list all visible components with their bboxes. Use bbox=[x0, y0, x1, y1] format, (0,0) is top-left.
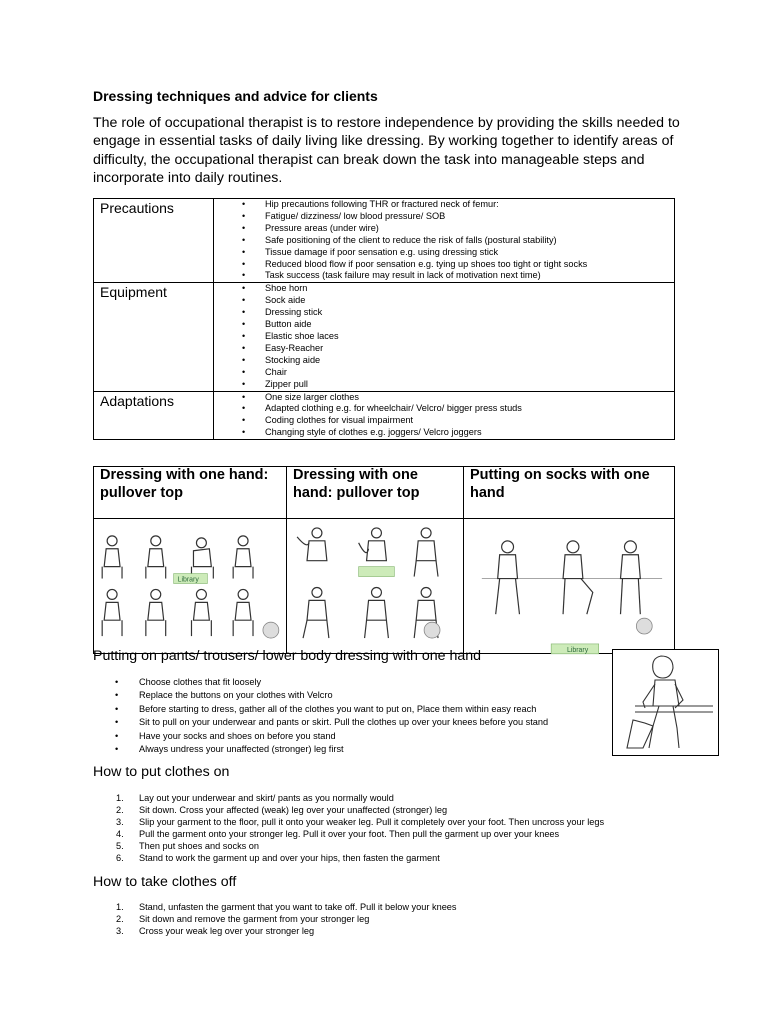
pullover-steps-illustration-2 bbox=[287, 519, 464, 654]
adaptations-list bbox=[214, 392, 674, 440]
list-item: 3. Cross your weak leg over your stronger leg bbox=[116, 925, 315, 936]
pullover-figures-image bbox=[287, 519, 463, 648]
advice-table bbox=[93, 198, 675, 440]
list-item: • Stocking aide bbox=[214, 355, 674, 367]
list-item: • Easy-Reacher bbox=[214, 343, 674, 355]
put-on-heading: How to put clothes on bbox=[93, 764, 230, 780]
take-off-steps-list bbox=[93, 902, 683, 938]
put-on-steps-list bbox=[93, 793, 683, 864]
socks-steps-illustration bbox=[464, 519, 675, 654]
adaptations-row bbox=[94, 391, 675, 440]
pullover-figures-image bbox=[94, 519, 286, 648]
illustration-table bbox=[93, 466, 675, 654]
list-item: • Adapted clothing e.g. for wheelchair/ Velcro/ bigger press studs bbox=[214, 403, 674, 415]
list-item: • Shoe horn bbox=[214, 283, 674, 295]
precautions-row bbox=[94, 199, 675, 283]
list-item: • Always undress your unaffected (stronger) leg first bbox=[93, 743, 613, 756]
list-item: • Reduced blood flow if poor sensation e.g. tying up shoes too tight or tight socks bbox=[214, 259, 674, 271]
list-item: • Elastic shoe laces bbox=[214, 331, 674, 343]
list-item: 3. Slip your garment to the floor, pull it onto your weaker leg. Pull it completely over your foot. Then uncross your legs bbox=[116, 816, 605, 827]
list-item: • Choose clothes that fit loosely bbox=[93, 676, 613, 689]
list-item: 1. Lay out your underwear and skirt/ pants as you normally would bbox=[116, 793, 394, 803]
list-item: • Safe positioning of the client to reduce the risk of falls (postural stability) bbox=[214, 235, 674, 247]
list-item: • Have your socks and shoes on before you stand bbox=[93, 730, 613, 743]
list-item: • Dressing stick bbox=[214, 307, 674, 319]
list-item: • Replace the buttons on your clothes with Velcro bbox=[93, 689, 613, 702]
precautions-list bbox=[214, 199, 674, 282]
seated-figure-image bbox=[613, 650, 718, 755]
list-item: 4. Pull the garment onto your stronger leg. Pull it over your foot. Then pull the garment up over your knees bbox=[116, 828, 560, 839]
pullover-steps-illustration-1 bbox=[94, 519, 287, 654]
list-item: 2. Sit down. Cross your affected (weak) leg over your unaffected (stronger) leg bbox=[116, 804, 448, 815]
list-item: • Sit to pull on your underwear and pants or skirt. Pull the clothes up over your knees before you stand bbox=[93, 716, 613, 729]
list-item: • One size larger clothes bbox=[214, 392, 674, 404]
list-item: • Hip precautions following THR or fractured neck of femur: bbox=[214, 199, 674, 211]
sitting-dressing-illustration bbox=[612, 649, 719, 756]
list-item: • Zipper pull bbox=[214, 379, 674, 391]
watermark-text: Library bbox=[177, 576, 199, 584]
list-item: 2. Sit down and remove the garment from your stronger leg bbox=[116, 913, 370, 924]
lower-body-tips-list bbox=[93, 676, 613, 756]
list-item: • Fatigue/ dizziness/ low blood pressure/ SOB bbox=[214, 211, 674, 223]
column-header: Dressing with one hand: pullover top bbox=[287, 467, 464, 519]
list-item: • Changing style of clothes e.g. joggers/ Velcro joggers bbox=[214, 427, 674, 439]
list-item: • Tissue damage if poor sensation e.g. using dressing stick bbox=[214, 247, 674, 259]
equipment-list bbox=[214, 283, 674, 390]
watermark-text: Library bbox=[567, 646, 589, 654]
list-item: • Before starting to dress, gather all of the clothes you want to put on, Place them within easy reach bbox=[93, 703, 613, 716]
list-item: 1. Stand, unfasten the garment that you want to take off. Pull it below your knees bbox=[116, 902, 457, 912]
list-item: 6. Stand to work the garment up and over your hips, then fasten the garment bbox=[116, 852, 440, 863]
list-item: 5. Then put shoes and socks on bbox=[116, 840, 260, 851]
socks-figures-image bbox=[464, 519, 674, 654]
lower-body-heading: Putting on pants/ trousers/ lower body dressing with one hand bbox=[93, 648, 482, 664]
precautions-label: Precautions bbox=[94, 199, 214, 283]
take-off-heading: How to take clothes off bbox=[93, 874, 237, 890]
list-item: • Button aide bbox=[214, 319, 674, 331]
list-item: • Coding clothes for visual impairment bbox=[214, 415, 674, 427]
adaptations-label: Adaptations bbox=[94, 391, 214, 440]
intro-paragraph: The role of occupational therapist is to restore independence by providing the skills needed to engage in essential tasks of daily living like dressing. By working together to identify areas of difficulty, the occupational therapist can break down the task into manageable steps and incorporate into daily routines. bbox=[93, 115, 680, 186]
list-item: • Pressure areas (under wire) bbox=[214, 223, 674, 235]
column-header: Putting on socks with one hand bbox=[464, 467, 675, 519]
page-title: Dressing techniques and advice for clients bbox=[93, 88, 378, 104]
equipment-label: Equipment bbox=[94, 283, 214, 391]
equipment-row bbox=[94, 283, 675, 391]
column-header: Dressing with one hand: pullover top bbox=[94, 467, 287, 519]
list-item: • Chair bbox=[214, 367, 674, 379]
list-item: • Sock aide bbox=[214, 295, 674, 307]
list-item: • Task success (task failure may result in lack of motivation next time) bbox=[214, 270, 674, 282]
